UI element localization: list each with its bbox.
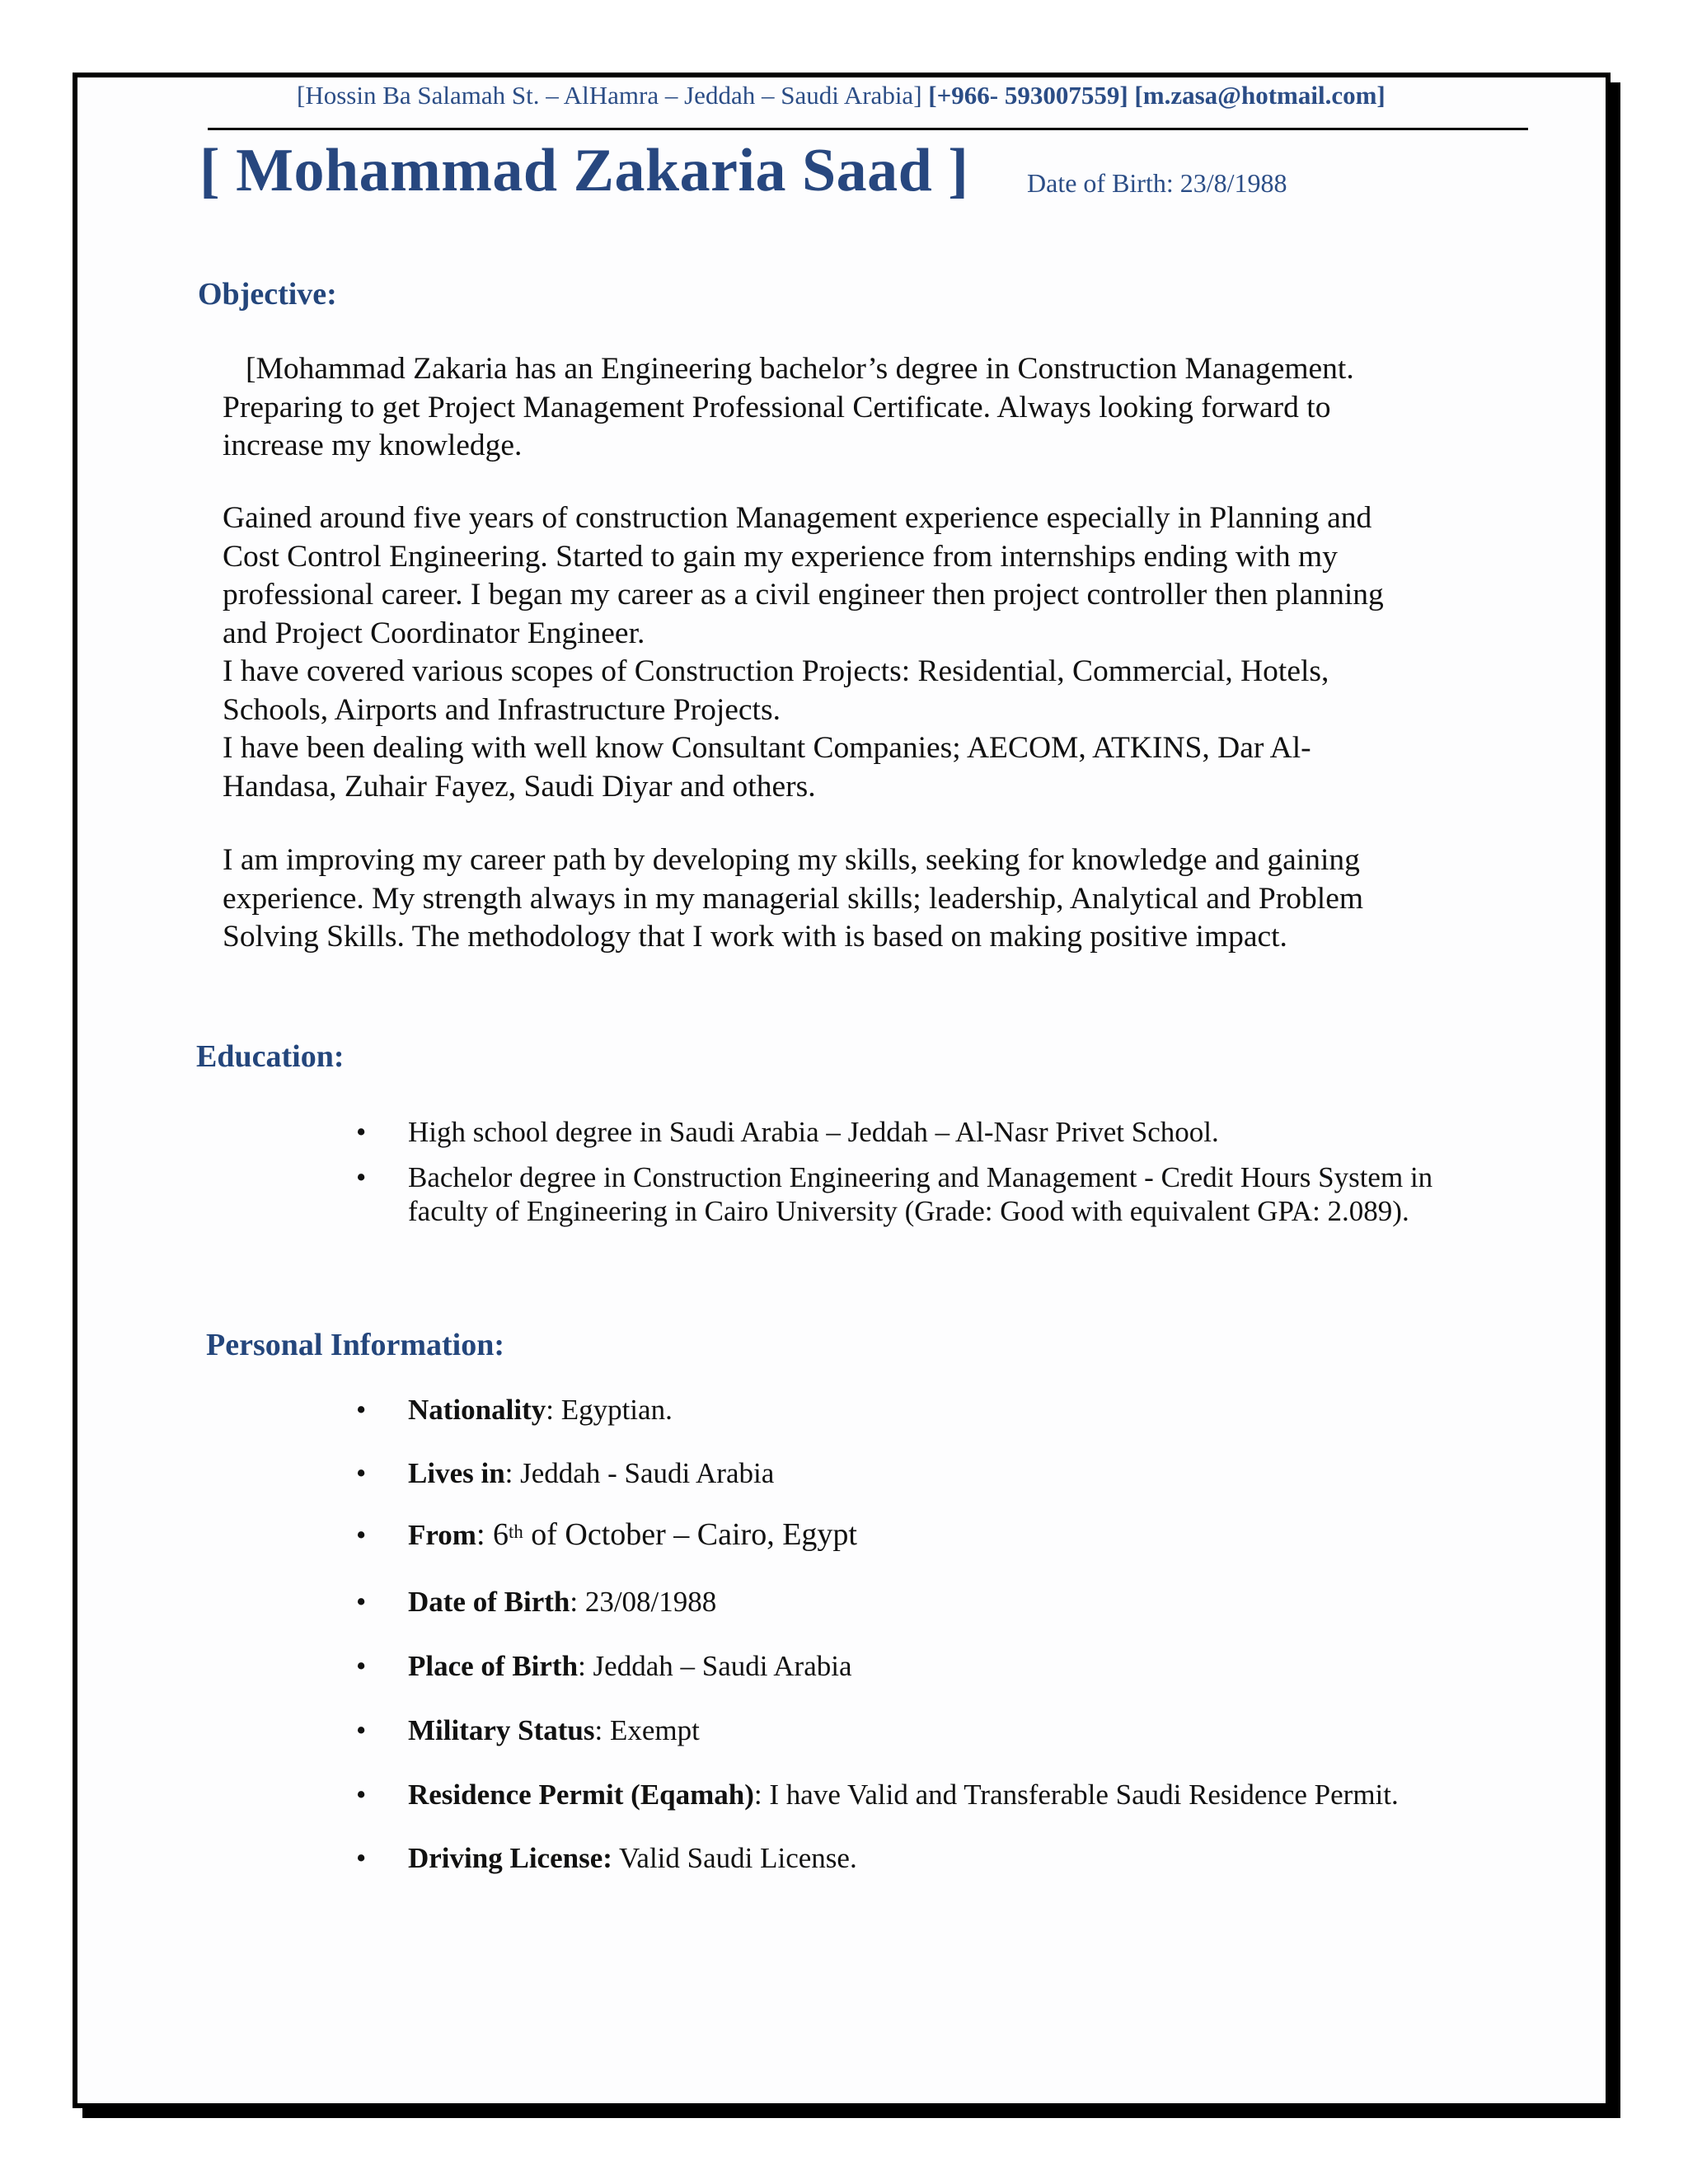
from-value (476, 1517, 857, 1552)
text-line: I am improving my career path by developing my skills, seeking for knowledge and gaining (223, 843, 1360, 877)
text-line: Preparing to get Project Management Professional Certificate. Always looking forward to (223, 390, 1331, 424)
list-item (0, 1518, 857, 1552)
email-text: [m.zasa@hotmail.com] (1134, 81, 1386, 110)
list-item (0, 1456, 774, 1490)
residence-permit-label: Residence Permit (Eqamah) (408, 1779, 754, 1811)
list-item (0, 1115, 1432, 1149)
from-value-day: : 6 (476, 1517, 509, 1552)
lives-in-value: : Jeddah - Saudi Arabia (504, 1457, 775, 1489)
text-line: [Mohammad Zakaria has an Engineering bachelor’s degree in Construction Management. (246, 352, 1354, 386)
phone-text: [+966- 593007559] (928, 81, 1128, 110)
bullet-icon: • (356, 1650, 367, 1682)
text-line: Schools, Airports and Infrastructure Projects. (223, 692, 781, 727)
text-line: I have covered various scopes of Construction Projects: Residential, Commercial, Hotels, (223, 654, 1329, 688)
candidate-name: [ Mohammad Zakaria Saad ] (199, 137, 969, 204)
lives-in-label: Lives in (408, 1457, 505, 1489)
list-item (0, 1393, 673, 1427)
objective-paragraph-3 (223, 841, 1492, 957)
driving-license-value: Valid Saudi License. (612, 1842, 857, 1874)
personal-info-heading: Personal Information: (206, 1328, 505, 1362)
objective-heading: Objective: (198, 277, 337, 312)
bullet-icon: • (356, 1586, 367, 1618)
ordinal-suffix: th (509, 1521, 523, 1542)
text-line: Handasa, Zuhair Fayez, Saudi Diyar and others. (223, 769, 816, 804)
bullet-icon: • (356, 1161, 367, 1193)
text-line: and Project Coordinator Engineer. (223, 616, 645, 650)
bullet-icon: • (356, 1779, 367, 1811)
bullet-icon: • (356, 1519, 367, 1551)
list-item (0, 1713, 700, 1747)
nationality-label: Nationality (408, 1394, 546, 1426)
contact-line (297, 81, 1500, 110)
place-of-birth-label: Place of Birth (408, 1650, 579, 1682)
bullet-icon: • (356, 1394, 367, 1426)
from-label: From (408, 1519, 476, 1551)
text-line: I have been dealing with well know Consultant Companies; AECOM, ATKINS, Dar Al- (223, 731, 1311, 765)
nationality-value: : Egyptian. (546, 1394, 673, 1426)
text-line: professional career. I began my career as a civil engineer then project controller then planning (223, 578, 1384, 612)
list-item (0, 1585, 716, 1619)
header-date-of-birth: Date of Birth: 23/8/1988 (1027, 168, 1287, 198)
text-line: Cost Control Engineering. Started to gain my experience from internships ending with my (223, 539, 1338, 574)
military-status-value: : Exempt (594, 1714, 700, 1746)
text-line: increase my knowledge. (223, 429, 523, 462)
from-value-place: of October – Cairo, Egypt (523, 1517, 857, 1552)
address-text: [Hossin Ba Salamah St. – AlHamra – Jeddah – Saudi Arabia] (297, 81, 922, 110)
list-item (0, 1778, 1399, 1811)
education-item-text: Bachelor degree in Construction Engineering and Management - Credit Hours System in (408, 1161, 1433, 1193)
bullet-icon: • (356, 1842, 367, 1874)
list-item (0, 1160, 1432, 1228)
education-list (0, 1115, 1432, 1228)
text-line: Solving Skills. The methodology that I work with is based on making positive impact. (223, 920, 1287, 954)
list-item (0, 1649, 852, 1683)
military-status-label: Military Status (408, 1714, 595, 1746)
header-divider (208, 128, 1528, 130)
bullet-icon: • (356, 1714, 367, 1746)
text-line: experience. My strength always in my managerial skills; leadership, Analytical and Problem (223, 881, 1364, 916)
date-of-birth-value: : 23/08/1988 (570, 1586, 717, 1618)
bullet-icon: • (356, 1457, 367, 1489)
residence-permit-value: : I have Valid and Transferable Saudi Residence Permit. (753, 1779, 1399, 1811)
education-item-text: High school degree in Saudi Arabia – Jeddah – Al-Nasr Privet School. (408, 1116, 1219, 1148)
place-of-birth-value: : Jeddah – Saudi Arabia (578, 1650, 852, 1682)
objective-paragraph-2 (223, 499, 1492, 806)
education-heading: Education: (196, 1039, 345, 1074)
driving-license-label: Driving License: (408, 1842, 612, 1874)
date-of-birth-label: Date of Birth (408, 1586, 570, 1618)
objective-paragraph-1 (223, 350, 1492, 466)
bullet-icon: • (356, 1116, 367, 1148)
list-item (0, 1841, 857, 1875)
text-line: Gained around five years of construction Management experience especially in Planning and (223, 501, 1372, 535)
education-item-text: faculty of Engineering in Cairo University (Grade: Good with equivalent GPA: 2.089). (408, 1195, 1409, 1227)
